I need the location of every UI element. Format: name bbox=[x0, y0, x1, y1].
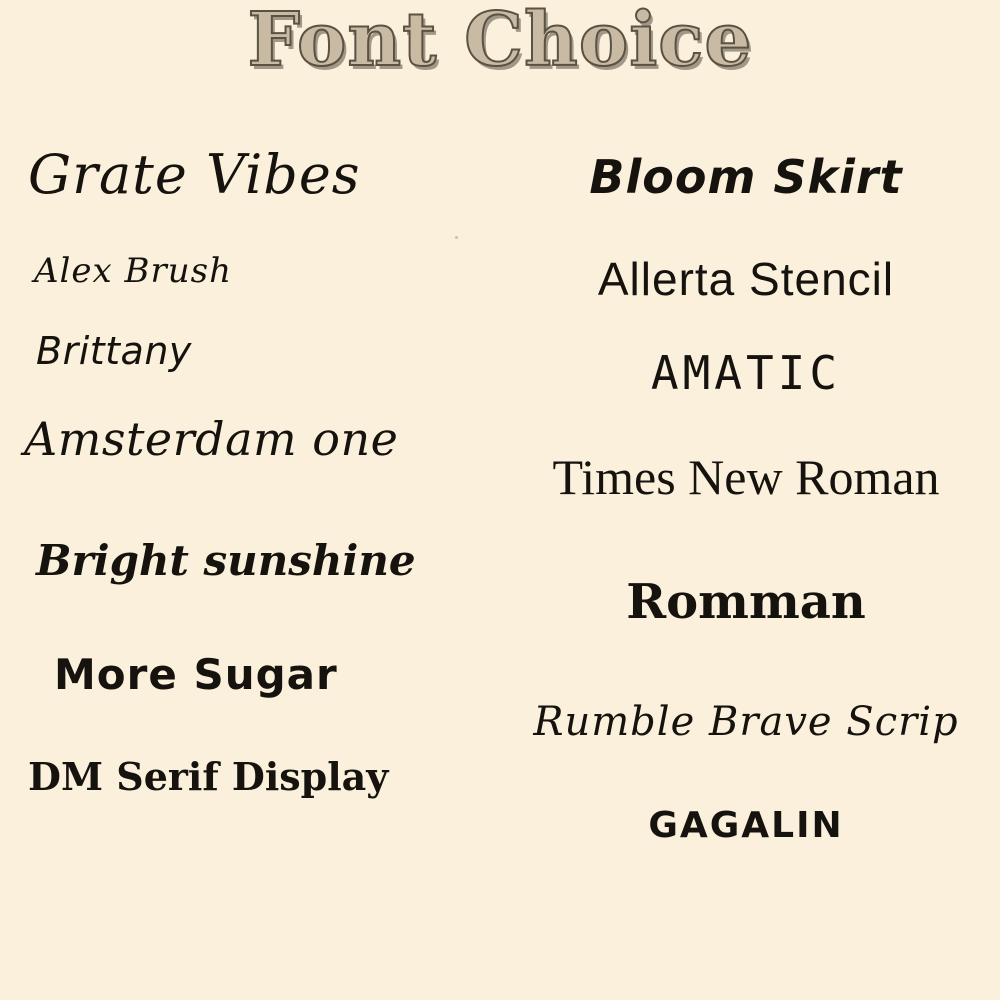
font-sample-brittany[interactable]: Brittany bbox=[36, 329, 192, 373]
font-sample-rumble-brave-scrip[interactable]: Rumble Brave Scrip bbox=[533, 699, 959, 745]
font-sample-columns bbox=[0, 120, 1000, 1000]
font-sample-alex-brush[interactable]: Alex Brush bbox=[34, 251, 233, 291]
font-sample-grate-vibes[interactable]: Grate Vibes bbox=[28, 143, 361, 206]
font-sample-bloom-skirt[interactable]: Bloom Skirt bbox=[589, 150, 903, 204]
font-sample-more-sugar[interactable]: More Sugar bbox=[54, 650, 338, 699]
font-column-left bbox=[0, 120, 500, 1000]
page-title: Font Choice bbox=[247, 0, 753, 83]
font-sample-dm-serif-display[interactable]: DM Serif Display bbox=[28, 754, 389, 799]
font-sample-gagalin[interactable]: GAGALIN bbox=[648, 805, 844, 846]
font-sample-bright-sunshine[interactable]: Bright sunshine bbox=[36, 536, 416, 585]
font-sample-allerta-stencil[interactable]: Allerta Stencil bbox=[597, 253, 895, 305]
font-sample-times-new-roman[interactable]: Times New Roman bbox=[552, 449, 940, 505]
font-sample-amatic[interactable]: AMATIC bbox=[650, 346, 842, 400]
font-column-right bbox=[500, 120, 1000, 1000]
font-sample-amsterdam-one[interactable]: Amsterdam one bbox=[24, 412, 399, 466]
font-sample-romman[interactable]: Romman bbox=[626, 574, 866, 630]
